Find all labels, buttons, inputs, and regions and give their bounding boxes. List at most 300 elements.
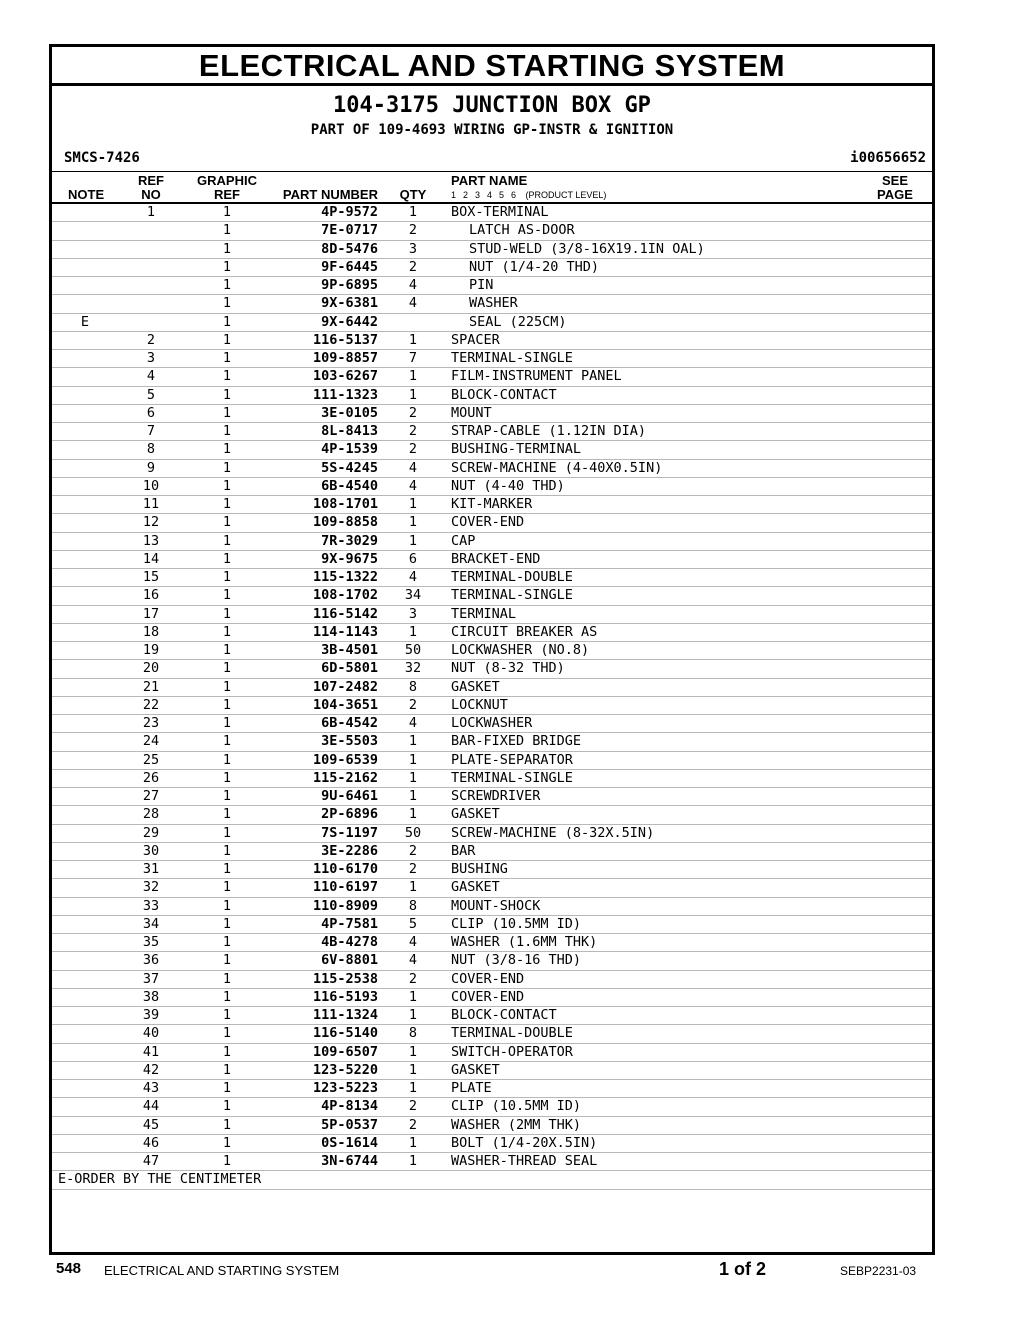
row-graphic-ref: 1: [222, 1025, 232, 1042]
row-qty: 1: [408, 514, 418, 531]
row-graphic-ref: 1: [222, 587, 232, 604]
row-ref-no: 3: [146, 350, 156, 366]
row-graphic-ref: 1: [222, 623, 232, 640]
row-graphic-ref: 1: [222, 678, 232, 695]
table-row: [52, 314, 932, 332]
row-graphic-ref: 1: [222, 1007, 232, 1023]
row-ref-no: 38: [142, 988, 160, 1005]
row-graphic-ref: 1: [222, 1080, 232, 1096]
row-ref-no: 8: [146, 441, 156, 458]
row-graphic-ref: 1: [222, 915, 232, 932]
row-part-name: NUT (4-40 THD): [451, 477, 565, 494]
row-part-number: 116-5193: [312, 988, 378, 1005]
row-part-number: 109-8857: [312, 350, 378, 366]
table-row: [52, 898, 932, 916]
row-part-name: WASHER (2MM THK): [451, 1116, 582, 1133]
row-part-number: 6V-8801: [321, 952, 378, 969]
row-qty: 4: [408, 569, 418, 585]
row-qty: 1: [408, 1043, 418, 1060]
row-part-number: 9X-6381: [321, 295, 378, 312]
row-qty: 1: [408, 1153, 418, 1169]
row-part-name: MOUNT: [451, 404, 492, 421]
row-part-number: 115-1322: [312, 569, 378, 585]
table-row: [52, 770, 932, 788]
table-row: [52, 952, 932, 970]
row-part-number: 108-1702: [312, 587, 378, 604]
row-part-name: COVER-END: [451, 514, 525, 531]
illustration-id: i00656652: [850, 150, 926, 166]
row-ref-no: 45: [142, 1116, 160, 1133]
row-graphic-ref: 1: [222, 496, 232, 512]
row-qty: 50: [404, 824, 422, 841]
table-row: [52, 1098, 932, 1116]
row-part-number: 116-5137: [312, 331, 378, 348]
col-header-ref-line1: REF: [138, 173, 164, 188]
row-ref-no: 37: [142, 970, 160, 987]
table-row: [52, 715, 932, 733]
row-qty: 5: [408, 915, 418, 932]
row-part-name: NUT (1/4-20 THD): [469, 258, 600, 275]
row-part-name: TERMINAL-DOUBLE: [451, 569, 573, 585]
row-part-name: WASHER: [469, 295, 518, 312]
row-part-number: 4P-9572: [321, 204, 378, 220]
row-part-number: 9F-6445: [321, 258, 378, 275]
row-part-name: PLATE: [451, 1080, 492, 1096]
table-row: [52, 642, 932, 660]
row-part-name: SCREW-MACHINE (4-40X0.5IN): [451, 459, 663, 476]
table-row: [52, 1153, 932, 1171]
row-part-number: 110-6197: [312, 879, 378, 896]
row-qty: 6: [408, 550, 418, 567]
row-part-number: 109-6507: [312, 1043, 378, 1060]
table-row: [52, 679, 932, 697]
row-part-name: BUSHING-TERMINAL: [451, 441, 582, 458]
row-part-number: 9X-6442: [321, 313, 378, 330]
row-ref-no: 6: [146, 404, 156, 421]
row-part-number: 3E-0105: [321, 404, 378, 421]
row-part-name: GASKET: [451, 806, 500, 823]
smcs-code: SMCS-7426: [64, 150, 140, 166]
row-qty: 32: [404, 660, 422, 677]
row-part-name: BLOCK-CONTACT: [451, 386, 557, 403]
row-part-number: 115-2538: [312, 970, 378, 987]
table-row: [52, 587, 932, 605]
row-ref-no: 41: [142, 1043, 160, 1060]
row-part-number: 9U-6461: [321, 788, 378, 804]
row-part-number: 116-5142: [312, 605, 378, 622]
table-row: [52, 1025, 932, 1043]
row-graphic-ref: 1: [222, 569, 232, 585]
product-level-4: 4: [487, 190, 493, 200]
row-graphic-ref: 1: [222, 733, 232, 750]
row-qty: 1: [408, 368, 418, 385]
table-row: [52, 551, 932, 569]
col-header-see-line1: SEE: [881, 173, 908, 188]
row-qty: 1: [408, 331, 418, 348]
row-ref-no: 33: [142, 897, 160, 914]
row-part-name: PIN: [469, 277, 494, 293]
row-part-number: 111-1323: [312, 386, 378, 403]
table-row: [52, 697, 932, 715]
row-qty: 1: [408, 751, 418, 768]
row-ref-no: 12: [142, 514, 160, 531]
row-ref-no: 4: [146, 368, 156, 385]
row-graphic-ref: 1: [222, 1116, 232, 1133]
row-ref-no: 20: [142, 660, 160, 677]
row-part-number: 111-1324: [312, 1007, 378, 1023]
row-part-name: COVER-END: [451, 988, 525, 1005]
row-note: E: [80, 313, 90, 330]
row-qty: 2: [408, 861, 418, 877]
row-ref-no: 26: [142, 769, 160, 786]
footer-sheet-indicator: 1 of 2: [719, 1259, 767, 1279]
row-ref-no: 46: [142, 1134, 160, 1151]
row-graphic-ref: 1: [222, 313, 232, 330]
table-row: [52, 624, 932, 642]
parts-table-body: [52, 204, 932, 1190]
row-ref-no: 1: [146, 204, 156, 220]
row-qty: 3: [408, 605, 418, 622]
row-qty: 4: [408, 715, 418, 731]
row-graphic-ref: 1: [222, 751, 232, 768]
row-part-number: 123-5223: [312, 1080, 378, 1096]
parts-rows: [52, 204, 932, 1171]
row-ref-no: 47: [142, 1153, 160, 1169]
row-graphic-ref: 1: [222, 1134, 232, 1151]
table-row: [52, 1080, 932, 1098]
product-level-2: 2: [463, 190, 469, 200]
row-qty: 1: [408, 386, 418, 403]
row-graphic-ref: 1: [222, 1153, 232, 1169]
row-part-name: LOCKWASHER (NO.8): [451, 642, 590, 658]
table-row: [52, 204, 932, 222]
row-qty: 2: [408, 423, 418, 439]
table-row: [52, 222, 932, 240]
row-ref-no: 30: [142, 842, 160, 859]
product-level-label: (PRODUCT LEVEL): [525, 190, 607, 200]
table-row: [52, 971, 932, 989]
row-ref-no: 23: [142, 715, 160, 731]
col-header-note: NOTE: [68, 187, 105, 202]
row-qty: 2: [408, 1116, 418, 1133]
row-qty: 1: [408, 769, 418, 786]
row-part-name: GASKET: [451, 678, 500, 695]
row-part-number: 8L-8413: [321, 423, 378, 439]
row-graphic-ref: 1: [222, 897, 232, 914]
footer-document-id: SEBP2231-03: [840, 1264, 917, 1278]
table-row: [52, 441, 932, 459]
table-row: [52, 806, 932, 824]
col-header-part-number: PART NUMBER: [282, 187, 378, 202]
row-ref-no: 25: [142, 751, 160, 768]
header-divider: [52, 171, 932, 172]
product-level-5: 5: [499, 190, 505, 200]
row-graphic-ref: 1: [222, 459, 232, 476]
row-part-name: TERMINAL-SINGLE: [451, 769, 573, 786]
col-header-graphic-line2: REF: [214, 187, 240, 202]
row-qty: 2: [408, 258, 418, 275]
row-qty: 4: [408, 459, 418, 476]
row-ref-no: 13: [142, 532, 160, 549]
product-level-3: 3: [475, 190, 481, 200]
row-graphic-ref: 1: [222, 204, 232, 220]
row-part-name: BRACKET-END: [451, 550, 541, 567]
col-header-ref-line2: NO: [141, 187, 161, 202]
row-ref-no: 22: [142, 696, 160, 713]
table-row: [52, 350, 932, 368]
row-ref-no: 14: [142, 550, 160, 567]
row-part-number: 6B-4540: [321, 477, 378, 494]
row-ref-no: 24: [142, 733, 160, 750]
row-part-number: 9X-9675: [321, 550, 378, 567]
row-qty: 1: [408, 532, 418, 549]
row-part-name: GASKET: [451, 879, 500, 896]
row-qty: 4: [408, 477, 418, 494]
row-part-name: TERMINAL: [451, 605, 517, 622]
row-part-number: 116-5140: [312, 1025, 378, 1042]
col-header-part-name: PART NAME: [451, 173, 528, 188]
row-part-number: 110-6170: [312, 861, 378, 877]
row-qty: 2: [408, 842, 418, 859]
row-qty: 1: [408, 1061, 418, 1078]
row-part-name: SEAL (225CM): [469, 313, 567, 330]
row-part-number: 3N-6744: [321, 1153, 378, 1169]
row-ref-no: 43: [142, 1080, 160, 1096]
table-row: [52, 989, 932, 1007]
page-title: ELECTRICAL AND STARTING SYSTEM: [198, 48, 786, 83]
row-ref-no: 16: [142, 587, 160, 604]
row-qty: 8: [408, 678, 418, 695]
row-qty: 1: [408, 496, 418, 512]
row-ref-no: 36: [142, 952, 160, 969]
table-row: [52, 478, 932, 496]
row-part-name: CAP: [451, 532, 476, 549]
part-of-text: PART OF 109-4693 WIRING GP-INSTR & IGNITION: [310, 122, 674, 138]
table-row: [52, 423, 932, 441]
row-ref-no: 15: [142, 569, 160, 585]
row-qty: 2: [408, 404, 418, 421]
row-part-name: TERMINAL-SINGLE: [451, 350, 573, 366]
row-part-number: 3E-5503: [321, 733, 378, 750]
row-graphic-ref: 1: [222, 514, 232, 531]
row-graphic-ref: 1: [222, 277, 232, 293]
row-qty: 34: [404, 587, 422, 604]
table-row: [52, 788, 932, 806]
row-ref-no: 40: [142, 1025, 160, 1042]
table-row: [52, 1062, 932, 1080]
row-part-number: 4P-7581: [321, 915, 378, 932]
row-graphic-ref: 1: [222, 952, 232, 969]
row-graphic-ref: 1: [222, 642, 232, 658]
row-qty: 1: [408, 806, 418, 823]
row-part-name: GASKET: [451, 1061, 500, 1078]
row-part-number: 4P-1539: [321, 441, 378, 458]
table-row: [52, 295, 932, 313]
row-ref-no: 17: [142, 605, 160, 622]
row-ref-no: 42: [142, 1061, 160, 1078]
note-text: E-ORDER BY THE CENTIMETER: [58, 1171, 262, 1188]
row-graphic-ref: 1: [222, 532, 232, 549]
row-part-number: 6D-5801: [321, 660, 378, 677]
row-part-number: 110-8909: [312, 897, 378, 914]
row-part-number: 107-2482: [312, 678, 378, 695]
row-part-name: BLOCK-CONTACT: [451, 1007, 557, 1023]
row-qty: 2: [408, 441, 418, 458]
row-part-name: SWITCH-OPERATOR: [451, 1043, 573, 1060]
row-graphic-ref: 1: [222, 879, 232, 896]
row-part-number: 2P-6896: [321, 806, 378, 823]
row-graphic-ref: 1: [222, 240, 232, 257]
row-part-number: 104-3651: [312, 696, 378, 713]
row-part-name: COVER-END: [451, 970, 525, 987]
product-level-6: 6: [511, 190, 517, 200]
row-part-name: TERMINAL-DOUBLE: [451, 1025, 573, 1042]
row-ref-no: 21: [142, 678, 160, 695]
row-graphic-ref: 1: [222, 806, 232, 823]
row-graphic-ref: 1: [222, 222, 232, 239]
row-qty: 1: [408, 733, 418, 750]
row-part-name: LOCKWASHER: [451, 715, 533, 731]
row-part-number: 0S-1614: [321, 1134, 378, 1151]
table-row: [52, 1007, 932, 1025]
row-qty: 4: [408, 934, 418, 950]
row-part-name: SCREWDRIVER: [451, 788, 541, 804]
row-part-name: LOCKNUT: [451, 696, 508, 713]
row-qty: 2: [408, 970, 418, 987]
row-graphic-ref: 1: [222, 423, 232, 439]
product-levels: [451, 190, 606, 200]
row-part-name: MOUNT-SHOCK: [451, 897, 541, 914]
row-part-number: 3E-2286: [321, 842, 378, 859]
row-qty: 2: [408, 222, 418, 239]
row-qty: 4: [408, 952, 418, 969]
row-part-name: NUT (8-32 THD): [451, 660, 565, 677]
row-qty: 8: [408, 897, 418, 914]
row-part-number: 8D-5476: [321, 240, 378, 257]
table-row: [52, 825, 932, 843]
row-part-name: CLIP (10.5MM ID): [451, 915, 582, 932]
row-part-name: LATCH AS-DOOR: [469, 222, 575, 239]
row-part-name: BAR-FIXED BRIDGE: [451, 733, 582, 750]
row-part-number: 9P-6895: [321, 277, 378, 293]
table-row: [52, 332, 932, 350]
row-ref-no: 27: [142, 788, 160, 804]
row-part-number: 4B-4278: [321, 934, 378, 950]
row-part-number: 5P-0537: [321, 1116, 378, 1133]
col-header-see-line2: PAGE: [877, 187, 913, 202]
row-graphic-ref: 1: [222, 258, 232, 275]
table-row: [52, 916, 932, 934]
row-part-number: 6B-4542: [321, 715, 378, 731]
row-ref-no: 2: [146, 331, 156, 348]
row-graphic-ref: 1: [222, 1098, 232, 1115]
row-ref-no: 11: [142, 496, 160, 512]
row-part-name: TERMINAL-SINGLE: [451, 587, 573, 604]
table-row: [52, 733, 932, 751]
row-part-name: WASHER-THREAD SEAL: [451, 1153, 598, 1169]
row-qty: 7: [408, 350, 418, 366]
row-graphic-ref: 1: [222, 788, 232, 804]
table-row: [52, 861, 932, 879]
row-qty: 2: [408, 1098, 418, 1115]
row-qty: 1: [408, 1080, 418, 1096]
row-part-number: 109-6539: [312, 751, 378, 768]
row-graphic-ref: 1: [222, 295, 232, 312]
row-part-name: SCREW-MACHINE (8-32X.5IN): [451, 824, 655, 841]
row-part-name: STUD-WELD (3/8-16X19.1IN OAL): [469, 240, 705, 257]
row-qty: 4: [408, 295, 418, 312]
row-qty: 3: [408, 240, 418, 257]
table-row: [52, 387, 932, 405]
table-row: [52, 277, 932, 295]
row-graphic-ref: 1: [222, 988, 232, 1005]
row-graphic-ref: 1: [222, 605, 232, 622]
row-qty: 1: [408, 788, 418, 804]
col-header-graphic-line1: GRAPHIC: [197, 173, 257, 188]
row-graphic-ref: 1: [222, 1061, 232, 1078]
row-part-number: 5S-4245: [321, 459, 378, 476]
table-row: [52, 368, 932, 386]
row-part-name: CIRCUIT BREAKER AS: [451, 623, 598, 640]
row-qty: 1: [408, 879, 418, 896]
row-graphic-ref: 1: [222, 550, 232, 567]
row-graphic-ref: 1: [222, 350, 232, 366]
table-row: [52, 752, 932, 770]
table-row: [52, 241, 932, 259]
row-ref-no: 34: [142, 915, 160, 932]
row-graphic-ref: 1: [222, 824, 232, 841]
row-graphic-ref: 1: [222, 769, 232, 786]
row-part-number: 114-1143: [312, 623, 378, 640]
row-ref-no: 35: [142, 934, 160, 950]
row-graphic-ref: 1: [222, 696, 232, 713]
title-divider: [52, 83, 932, 86]
note-row: [52, 1171, 932, 1189]
row-ref-no: 7: [146, 423, 156, 439]
row-part-number: 4P-8134: [321, 1098, 378, 1115]
row-part-name: STRAP-CABLE (1.12IN DIA): [451, 423, 647, 439]
table-row: [52, 1117, 932, 1135]
row-part-name: BOLT (1/4-20X.5IN): [451, 1134, 598, 1151]
table-row: [52, 460, 932, 478]
row-ref-no: 39: [142, 1007, 160, 1023]
table-row: [52, 934, 932, 952]
row-part-name: NUT (3/8-16 THD): [451, 952, 582, 969]
row-part-number: 108-1701: [312, 496, 378, 512]
row-ref-no: 32: [142, 879, 160, 896]
row-graphic-ref: 1: [222, 715, 232, 731]
row-qty: 1: [408, 204, 418, 220]
row-graphic-ref: 1: [222, 331, 232, 348]
table-row: [52, 1044, 932, 1062]
row-ref-no: 9: [146, 459, 156, 476]
row-ref-no: 19: [142, 642, 160, 658]
table-row: [52, 533, 932, 551]
row-graphic-ref: 1: [222, 660, 232, 677]
row-ref-no: 44: [142, 1098, 160, 1115]
row-qty: 4: [408, 277, 418, 293]
row-ref-no: 31: [142, 861, 160, 877]
table-row: [52, 660, 932, 678]
row-part-number: 123-5220: [312, 1061, 378, 1078]
table-row: [52, 569, 932, 587]
row-part-name: CLIP (10.5MM ID): [451, 1098, 582, 1115]
row-ref-no: 18: [142, 623, 160, 640]
row-qty: 50: [404, 642, 422, 658]
row-graphic-ref: 1: [222, 861, 232, 877]
row-part-name: BUSHING: [451, 861, 508, 877]
row-part-name: KIT-MARKER: [451, 496, 533, 512]
